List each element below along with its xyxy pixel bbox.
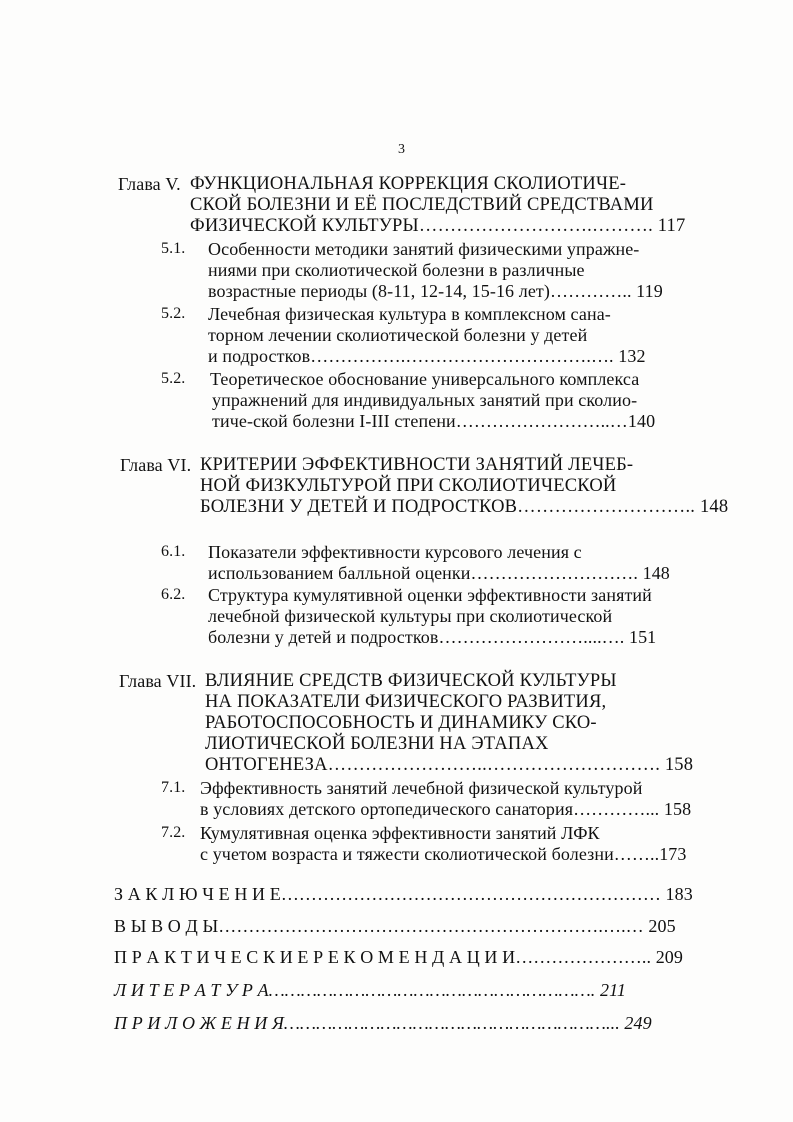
toc-conclusion: З А К Л Ю Ч Е Н И Е……………………………………………………… 183 xyxy=(114,884,693,904)
toc-practical-recommendations: П Р А К Т И Ч Е С К И Е Р Е К О М Е Н Д А Ц И И………………….. 209 xyxy=(114,947,683,967)
chapter-6-label: Глава VI. xyxy=(120,455,192,475)
toc-findings: В Ы В О Д Ы……………………………………………………….….… 205 xyxy=(114,916,676,936)
section-5-3-number: 5.2. xyxy=(161,370,186,387)
section-7-1-line-2: в условиях детского ортопедического санатория…………... 158 xyxy=(200,799,692,819)
section-6-1-line-2: использованием балльной оценки………………………. 148 xyxy=(208,563,670,583)
section-6-1-number: 6.1. xyxy=(161,543,186,560)
section-5-1-line-1: Особенности методики занятий физическими упражне- xyxy=(208,239,640,259)
chapter-7-title-line-5: ОНТОГЕНЕЗА……………………..………………………. 158 xyxy=(205,755,694,775)
section-7-1-line-1: Эффективность занятий лечебной физической культурой xyxy=(200,778,643,798)
chapter-7-title-line-1: ВЛИЯНИЕ СРЕДСТВ ФИЗИЧЕСКОЙ КУЛЬТУРЫ xyxy=(205,671,617,691)
chapter-7-label: Глава VII. xyxy=(119,671,197,691)
section-7-2-line-1: Кумулятивная оценка эффективности занятий ЛФК xyxy=(200,823,600,843)
section-5-1-line-2: ниями при сколиотической болезни в различные xyxy=(208,260,585,280)
section-5-2-line-1: Лечебная физическая культура в комплексном сана- xyxy=(208,304,611,324)
toc-appendices: П Р И Л О Ж Е Н И Я……………………………………………………... 249 xyxy=(114,1013,652,1033)
chapter-5-title-line-1: ФУНКЦИОНАЛЬНАЯ КОРРЕКЦИЯ СКОЛИОТИЧЕ- xyxy=(190,174,627,194)
section-5-3-line-1: Теоретическое обоснование универсального комплекса xyxy=(210,369,640,389)
section-6-2-line-2: лечебной физической культуры при сколиотической xyxy=(208,606,613,626)
section-6-2-line-1: Структура кумулятивной оценки эффективности занятий xyxy=(208,585,652,605)
chapter-7-title-line-2: НА ПОКАЗАТЕЛИ ФИЗИЧЕСКОГО РАЗВИТИЯ, xyxy=(205,692,607,712)
section-5-2-number: 5.2. xyxy=(161,305,186,322)
section-7-1-number: 7.1. xyxy=(161,779,186,796)
chapter-7-title-line-4: ЛИОТИЧЕСКОЙ БОЛЕЗНИ НА ЭТАПАХ xyxy=(205,734,549,754)
section-6-2-line-3: болезни у детей и подростков……………………....…. 151 xyxy=(208,627,657,647)
section-7-2-line-2: с учетом возраста и тяжести сколиотической болезни……..173 xyxy=(200,844,687,864)
section-6-2-number: 6.2. xyxy=(161,586,186,603)
section-7-2-number: 7.2. xyxy=(161,824,186,841)
chapter-5-label: Глава V. xyxy=(118,174,181,194)
section-5-2-line-2: торном лечении сколиотической болезни у детей xyxy=(208,325,588,345)
section-5-2-line-3: и подростков…………….………………………….…. 132 xyxy=(208,346,646,366)
section-6-1-line-1: Показатели эффективности курсового лечения с xyxy=(208,542,582,562)
section-5-1-line-3: возрастные периоды (8-11, 12-14, 15-16 лет)………….. 119 xyxy=(208,281,663,301)
chapter-5-title-line-3: ФИЗИЧЕСКОЙ КУЛЬТУРЫ……………………….………. 117 xyxy=(190,216,686,236)
chapter-5-title-line-2: СКОЙ БОЛЕЗНИ И ЕЁ ПОСЛЕДСТВИЙ СРЕДСТВАМИ xyxy=(190,195,654,215)
toc-literature: Л И Т Е Р А Т У Р А……………………………………………………. 211 xyxy=(114,980,626,1000)
section-5-1-number: 5.1. xyxy=(161,240,186,257)
chapter-6-title-line-2: НОЙ ФИЗКУЛЬТУРОЙ ПРИ СКОЛИОТИЧЕСКОЙ xyxy=(200,476,617,496)
chapter-7-title-line-3: РАБОТОСПОСОБНОСТЬ И ДИНАМИКУ СКО- xyxy=(205,713,597,733)
section-5-3-line-2: упражнений для индивидуальных занятий при сколио- xyxy=(212,390,638,410)
chapter-6-title-line-3: БОЛЕЗНИ У ДЕТЕЙ И ПОДРОСТКОВ……………………….. 148 xyxy=(200,497,729,517)
chapter-6-title-line-1: КРИТЕРИИ ЭФФЕКТИВНОСТИ ЗАНЯТИЙ ЛЕЧЕБ- xyxy=(200,455,634,475)
section-5-3-line-3: тиче-ской болезни I-III степени……………………..…140 xyxy=(212,411,656,431)
page-number: 3 xyxy=(398,142,405,157)
